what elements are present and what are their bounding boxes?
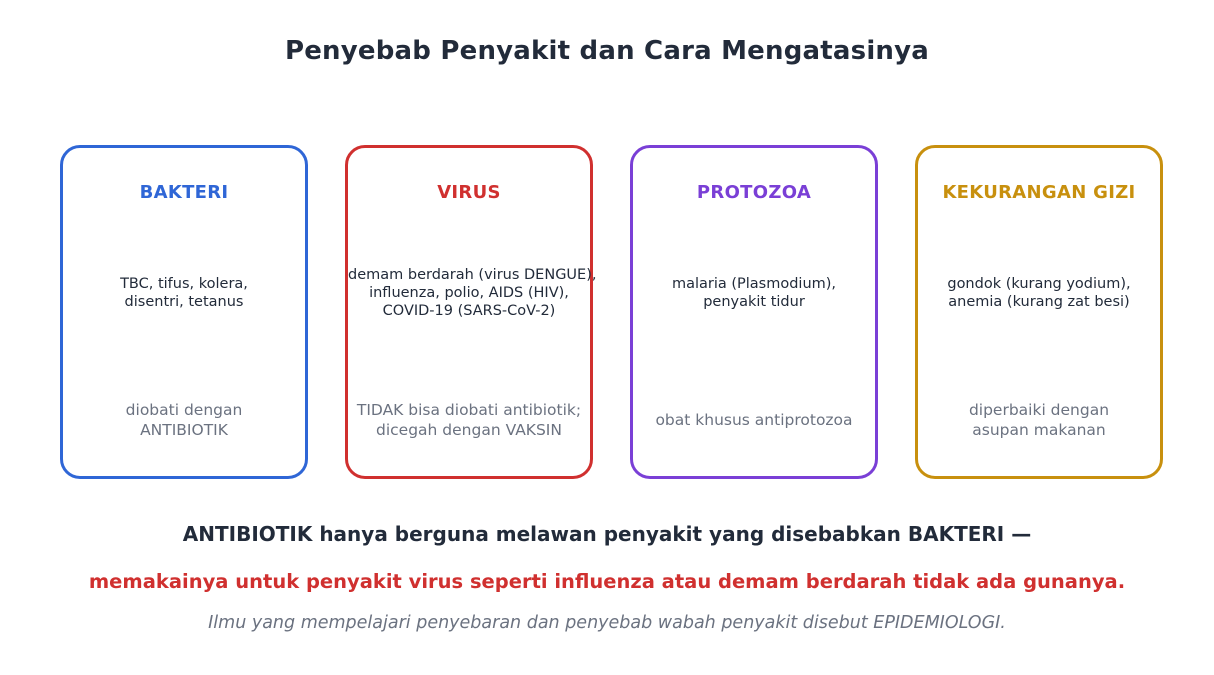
footer-note: Ilmu yang mempelajari penyebaran dan penyebab wabah penyakit disebut EPIDEMIOLOGI. (208, 613, 1006, 633)
treatment-line: asupan makanan (972, 421, 1106, 439)
example-line: anemia (kurang zat besi) (948, 294, 1130, 310)
card-kekurangan-gizi (915, 145, 1163, 479)
treatment-line: TIDAK bisa diobati antibiotik; (356, 401, 582, 419)
card-bakteri (60, 145, 308, 479)
example-line: COVID-19 (SARS-CoV-2) (382, 303, 556, 319)
example-line: malaria (Plasmodium), (671, 276, 837, 292)
card-name: KEKURANGAN GIZI (942, 182, 1136, 203)
example-line: gondok (kurang yodium), (947, 276, 1131, 292)
antibiotic-note: ANTIBIOTIK hanya berguna melawan penyakit yang disebabkan BAKTERI — (182, 522, 1032, 546)
card-name: BAKTERI (139, 182, 229, 203)
treatment-line: obat khusus antiprotozoa (655, 411, 853, 429)
example-line: penyakit tidur (703, 294, 805, 310)
card-virus (345, 145, 597, 479)
warning-note: memakainya untuk penyakit virus seperti influenza atau demam berdarah tidak ada gunanya. (88, 570, 1126, 593)
example-line: disentri, tetanus (124, 294, 244, 310)
treatment-line: ANTIBIOTIK (140, 421, 228, 439)
example-line: influenza, polio, AIDS (HIV), (369, 285, 569, 301)
treatment-line: dicegah dengan VAKSIN (376, 421, 562, 439)
treatment-line: diperbaiki dengan (968, 401, 1110, 419)
card-name: PROTOZOA (696, 182, 812, 203)
card-name: VIRUS (437, 182, 501, 203)
example-line: TBC, tifus, kolera, (120, 276, 248, 292)
diagram-title: Penyebab Penyakit dan Cara Mengatasinya (284, 36, 930, 66)
card-protozoa (630, 145, 878, 479)
example-line: demam berdarah (virus DENGUE), (348, 267, 597, 283)
treatment-line: diobati dengan (125, 401, 243, 419)
